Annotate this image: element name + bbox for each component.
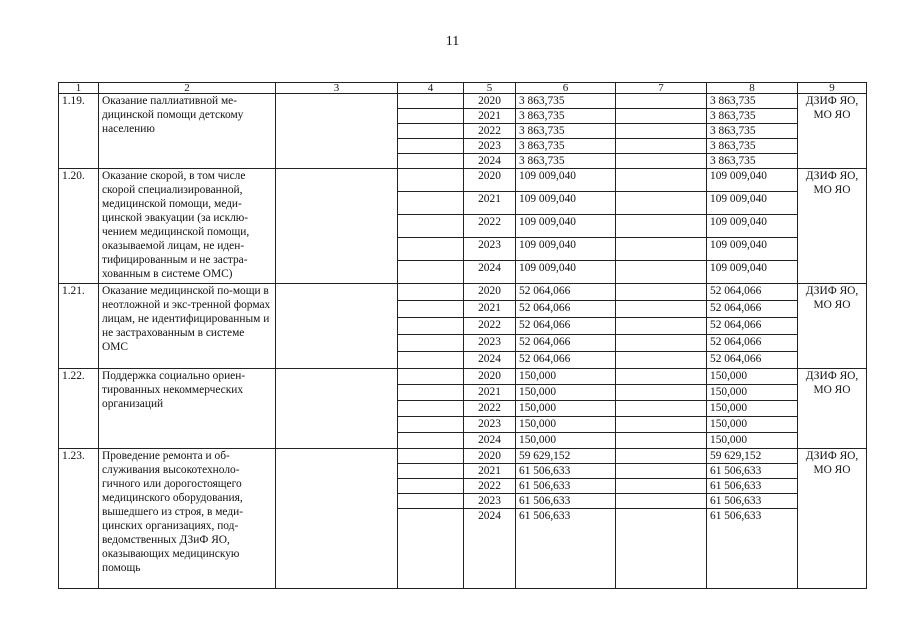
value-col6: 109 009,040 [516,238,616,261]
value-col8: 3 863,735 [707,109,798,124]
empty-cell [398,417,464,433]
empty-cell [616,401,707,417]
item-code: 1.21. [59,284,99,369]
empty-cell [616,417,707,433]
value-col6: 52 064,066 [516,352,616,369]
year-cell: 2022 [464,318,516,335]
column-header: 4 [398,83,464,94]
value-col8: 150,000 [707,433,798,449]
value-col8: 61 506,633 [707,494,798,509]
value-col8: 3 863,735 [707,154,798,169]
column-header: 7 [616,83,707,94]
item-code: 1.19. [59,94,99,169]
empty-cell [616,215,707,238]
table-row [59,94,867,109]
empty-cell [616,301,707,318]
responsible-cell: ДЗИФ ЯО, МО ЯО [798,284,867,369]
empty-cell [616,509,707,589]
empty-cell [398,284,464,301]
year-cell: 2021 [464,464,516,479]
empty-cell [276,449,398,589]
column-header: 8 [707,83,798,94]
empty-cell [398,154,464,169]
value-col6: 3 863,735 [516,154,616,169]
empty-cell [398,318,464,335]
value-col6: 150,000 [516,417,616,433]
value-col6: 109 009,040 [516,169,616,192]
column-header: 1 [59,83,99,94]
value-col8: 61 506,633 [707,509,798,589]
year-cell: 2022 [464,401,516,417]
value-col8: 150,000 [707,385,798,401]
item-name: Оказание скорой, в том числе скорой специализированной, медицинской помощи, меди-цинской эвакуации (за исклю-чением медицинской помощи, оказываемой лицам, не иден-тифицированным и не застра-хованным в системе ОМС) [99,169,276,284]
year-cell: 2021 [464,385,516,401]
year-cell: 2022 [464,215,516,238]
empty-cell [398,261,464,284]
empty-cell [616,318,707,335]
item-name: Проведение ремонта и об-служивания высокотехноло-гичного или дорогостоящего медицинского оборудования, вышедшего из строя, в меди-цинских организациях, под-ведомственных ДЗиФ ЯО, оказывающих медицинскую помощь [99,449,276,589]
value-col8: 52 064,066 [707,318,798,335]
empty-cell [616,385,707,401]
empty-cell [398,401,464,417]
year-cell: 2023 [464,494,516,509]
value-col6: 52 064,066 [516,335,616,352]
year-cell: 2023 [464,139,516,154]
empty-cell [276,94,398,169]
value-col6: 3 863,735 [516,124,616,139]
responsible-cell: ДЗИФ ЯО, МО ЯО [798,369,867,449]
column-header: 3 [276,83,398,94]
year-cell: 2020 [464,284,516,301]
value-col8: 52 064,066 [707,352,798,369]
year-cell: 2023 [464,335,516,352]
value-col8: 109 009,040 [707,238,798,261]
year-cell: 2023 [464,238,516,261]
empty-cell [398,169,464,192]
header-row [59,83,867,94]
empty-cell [398,124,464,139]
value-col8: 52 064,066 [707,335,798,352]
empty-cell [616,124,707,139]
item-name: Оказание паллиативной ме-дицинской помощи детскому населению [99,94,276,169]
empty-cell [276,369,398,449]
year-cell: 2020 [464,449,516,464]
table-row [59,449,867,464]
empty-cell [616,464,707,479]
empty-cell [398,385,464,401]
item-code: 1.20. [59,169,99,284]
value-col6: 109 009,040 [516,215,616,238]
year-cell: 2020 [464,369,516,385]
empty-cell [616,154,707,169]
page-number: 11 [445,34,460,49]
year-cell: 2024 [464,352,516,369]
empty-cell [616,284,707,301]
empty-cell [398,109,464,124]
empty-cell [398,139,464,154]
value-col6: 150,000 [516,401,616,417]
value-col8: 150,000 [707,417,798,433]
column-header: 5 [464,83,516,94]
empty-cell [616,169,707,192]
empty-cell [616,335,707,352]
empty-cell [616,94,707,109]
empty-cell [398,494,464,509]
value-col6: 3 863,735 [516,94,616,109]
value-col8: 52 064,066 [707,284,798,301]
table-row [59,169,867,192]
empty-cell [616,433,707,449]
value-col8: 150,000 [707,369,798,385]
table-row [59,284,867,301]
empty-cell [616,238,707,261]
empty-cell [616,192,707,215]
empty-cell [276,284,398,369]
responsible-cell: ДЗИФ ЯО, МО ЯО [798,449,867,589]
item-code: 1.22. [59,369,99,449]
empty-cell [616,369,707,385]
item-code: 1.23. [59,449,99,589]
year-cell: 2024 [464,261,516,284]
value-col6: 109 009,040 [516,261,616,284]
column-header: 2 [99,83,276,94]
empty-cell [616,261,707,284]
empty-cell [398,464,464,479]
value-col6: 61 506,633 [516,479,616,494]
value-col8: 3 863,735 [707,139,798,154]
budget-table [58,82,867,589]
empty-cell [616,449,707,464]
value-col8: 150,000 [707,401,798,417]
empty-cell [398,238,464,261]
responsible-cell: ДЗИФ ЯО, МО ЯО [798,169,867,284]
value-col6: 150,000 [516,385,616,401]
value-col6: 150,000 [516,433,616,449]
value-col8: 61 506,633 [707,479,798,494]
column-header: 6 [516,83,616,94]
empty-cell [616,109,707,124]
value-col8: 61 506,633 [707,464,798,479]
column-header: 9 [798,83,867,94]
empty-cell [398,449,464,464]
value-col8: 3 863,735 [707,124,798,139]
year-cell: 2024 [464,154,516,169]
empty-cell [398,352,464,369]
year-cell: 2022 [464,479,516,494]
value-col6: 3 863,735 [516,109,616,124]
empty-cell [398,369,464,385]
value-col8: 59 629,152 [707,449,798,464]
value-col6: 52 064,066 [516,318,616,335]
empty-cell [616,139,707,154]
empty-cell [276,169,398,284]
empty-cell [398,433,464,449]
empty-cell [398,479,464,494]
empty-cell [398,301,464,318]
empty-cell [398,215,464,238]
empty-cell [616,494,707,509]
value-col6: 61 506,633 [516,464,616,479]
empty-cell [398,94,464,109]
year-cell: 2023 [464,417,516,433]
year-cell: 2022 [464,124,516,139]
empty-cell [398,509,464,589]
value-col6: 52 064,066 [516,284,616,301]
value-col8: 109 009,040 [707,169,798,192]
year-cell: 2021 [464,192,516,215]
table-body [59,94,867,589]
value-col6: 61 506,633 [516,494,616,509]
responsible-cell: ДЗИФ ЯО, МО ЯО [798,94,867,169]
year-cell: 2020 [464,169,516,192]
value-col8: 109 009,040 [707,192,798,215]
value-col8: 109 009,040 [707,261,798,284]
empty-cell [398,335,464,352]
year-cell: 2021 [464,109,516,124]
value-col6: 150,000 [516,369,616,385]
year-cell: 2021 [464,301,516,318]
item-name: Оказание медицинской по-мощи в неотложной и экс-тренной формах лицам, не идентифицированным и не застрахованным в системе ОМС [99,284,276,369]
empty-cell [616,352,707,369]
year-cell: 2024 [464,433,516,449]
empty-cell [616,479,707,494]
value-col6: 109 009,040 [516,192,616,215]
value-col6: 52 064,066 [516,301,616,318]
year-cell: 2024 [464,509,516,589]
year-cell: 2020 [464,94,516,109]
empty-cell [398,192,464,215]
value-col6: 61 506,633 [516,509,616,589]
value-col6: 59 629,152 [516,449,616,464]
item-name: Поддержка социально ориен-тированных некоммерческих организаций [99,369,276,449]
value-col8: 109 009,040 [707,215,798,238]
value-col6: 3 863,735 [516,139,616,154]
value-col8: 52 064,066 [707,301,798,318]
value-col8: 3 863,735 [707,94,798,109]
table-row [59,369,867,385]
